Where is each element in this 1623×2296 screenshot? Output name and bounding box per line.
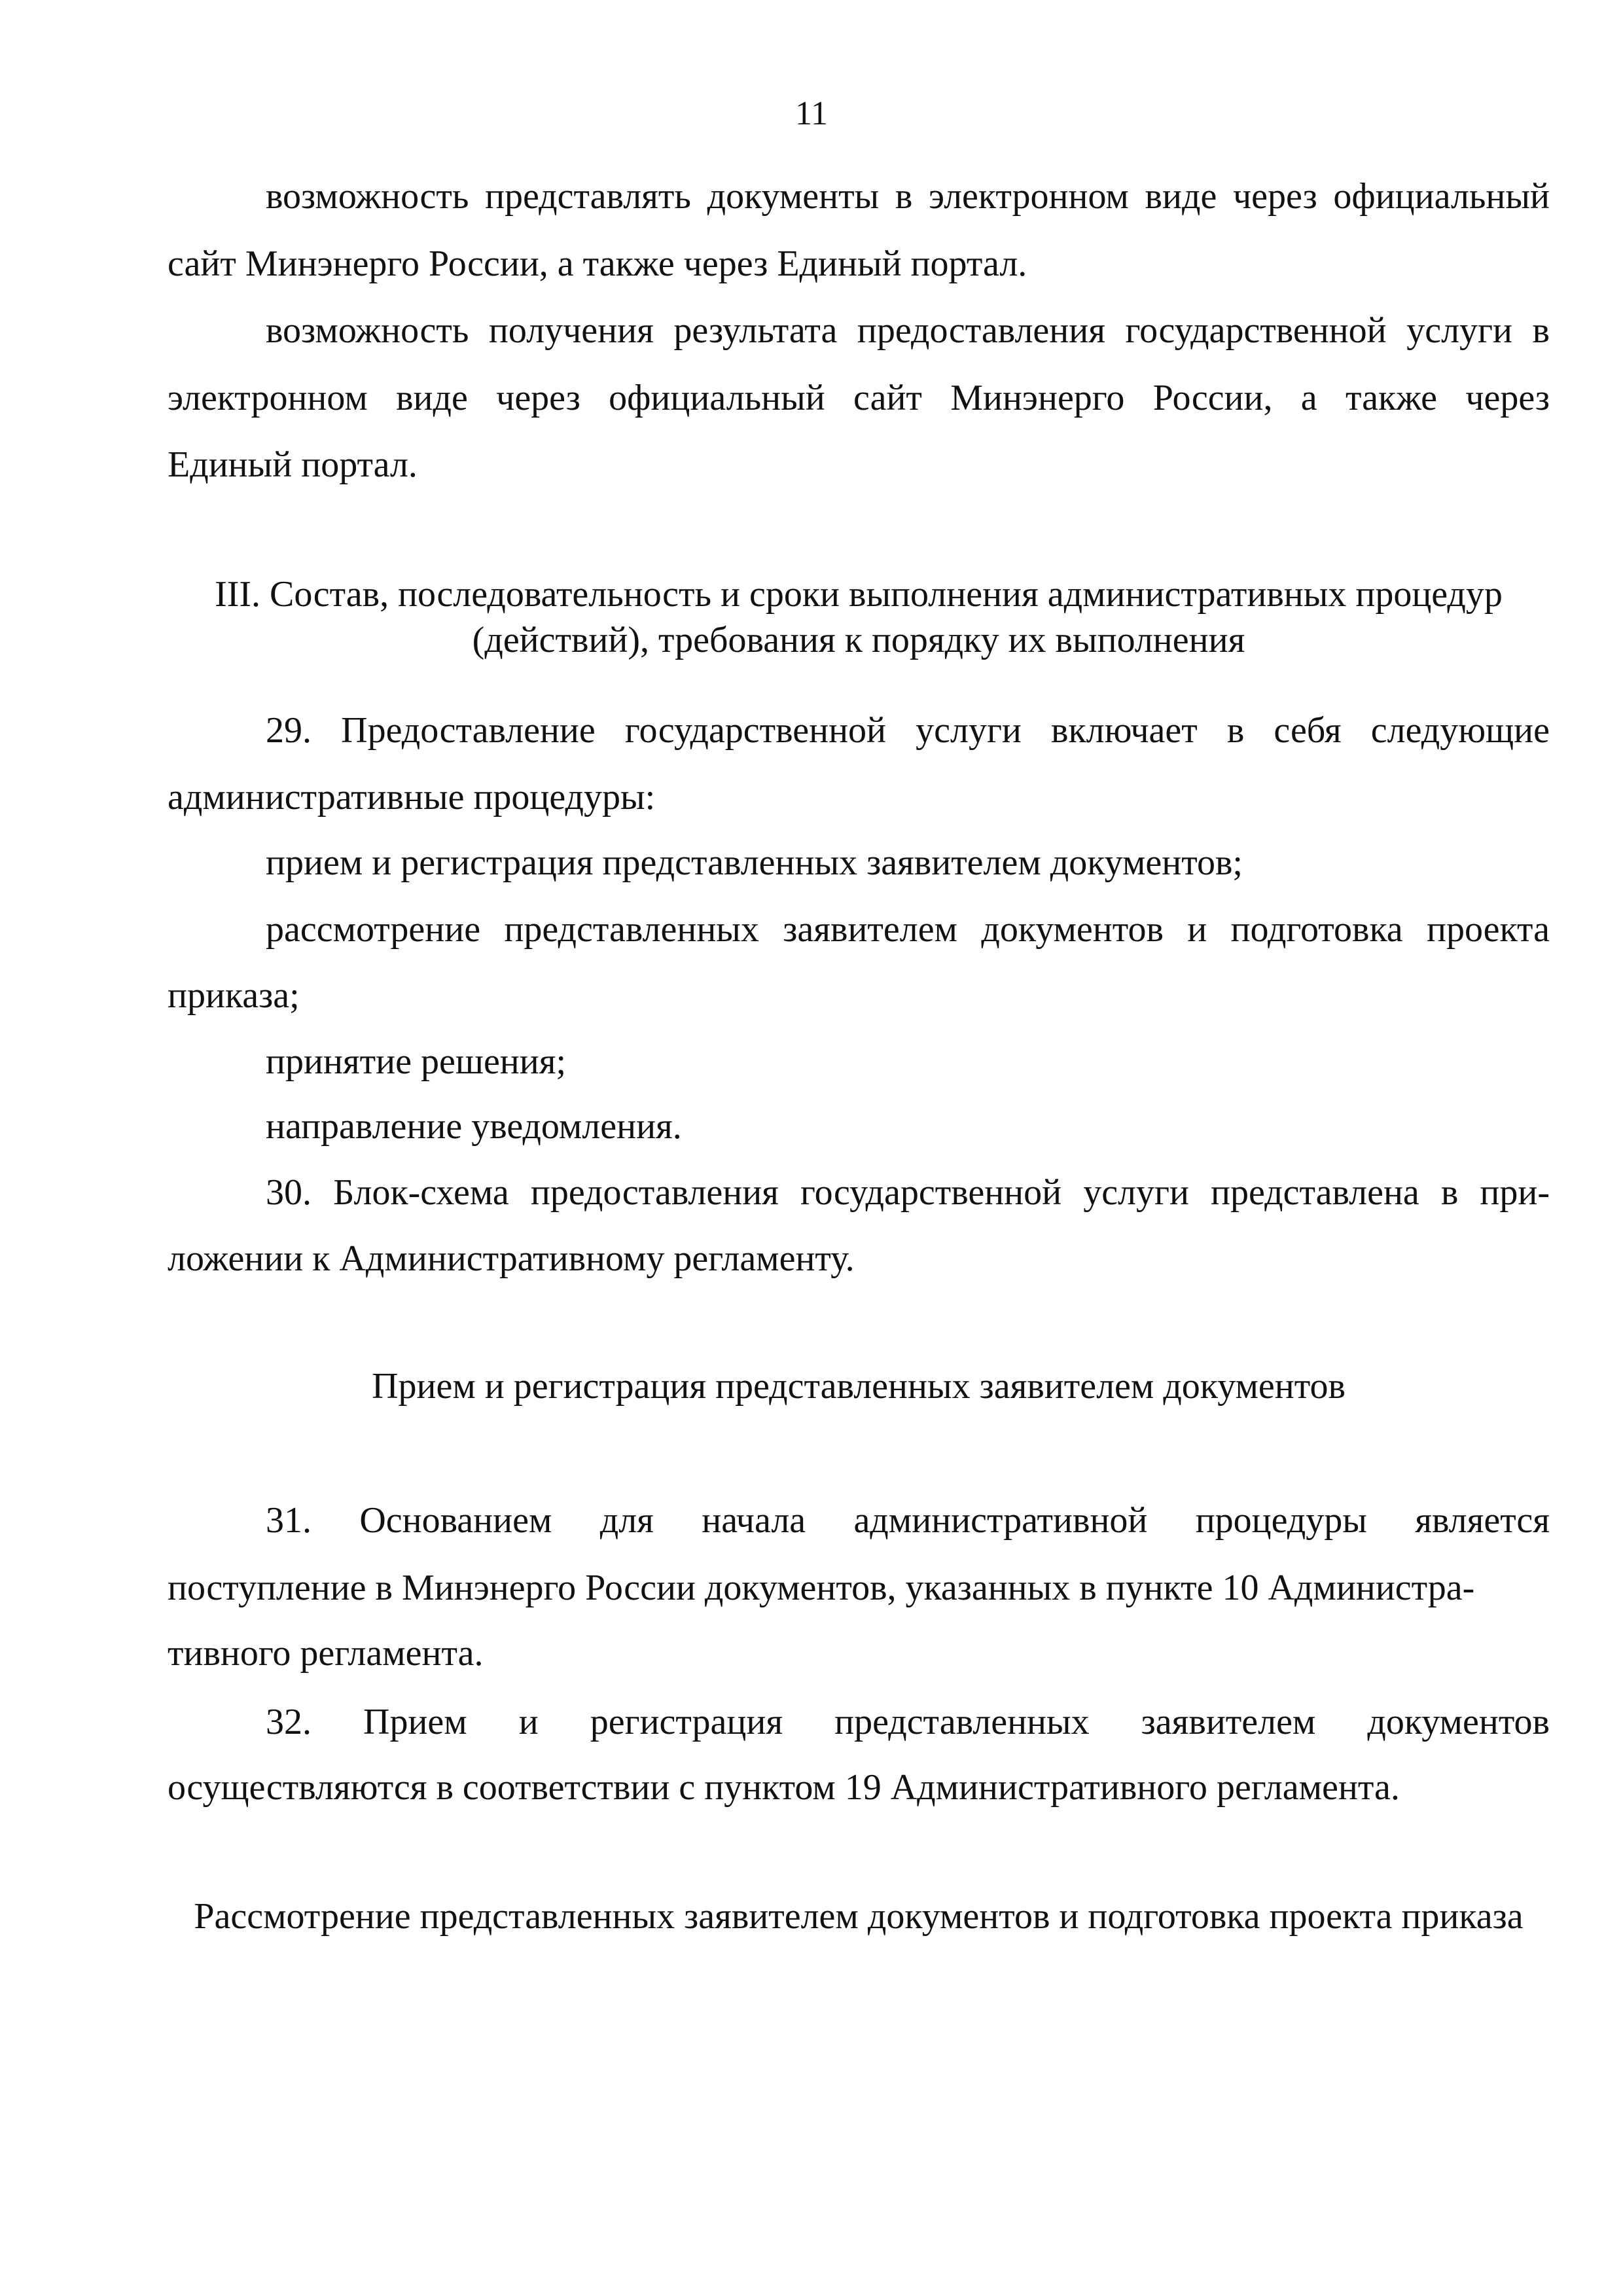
list-item: принятие решения; xyxy=(266,1041,567,1082)
paragraph-line: тивного регламента. xyxy=(168,1633,484,1674)
subsection-heading: Прием и регистрация представленных заявителем документов xyxy=(372,1366,1346,1407)
paragraph-line: ложении к Административному регламенту. xyxy=(168,1238,855,1279)
section-heading: III. Состав, последовательность и сроки выполнения административных процедур xyxy=(215,574,1503,615)
paragraph-line: 32. Прием и регистрация представленных заявителем документов xyxy=(266,1702,1550,1742)
subsection-heading: Рассмотрение представленных заявителем документов и подготовка проекта приказа xyxy=(194,1896,1524,1937)
paragraph-line: возможность представлять документы в электронном виде через официальный xyxy=(266,176,1550,217)
page-number: 11 xyxy=(794,95,829,132)
list-item-continued: приказа; xyxy=(168,975,300,1016)
paragraph-line: осуществляются в соответствии с пунктом 19 Административного регламента. xyxy=(168,1767,1400,1808)
paragraph-line: поступление в Минэнерго России документов, указанных в пункте 10 Администра- xyxy=(168,1568,1475,1608)
list-item: рассмотрение представленных заявителем документов и подготовка проекта xyxy=(266,909,1550,950)
paragraph-line: Единый портал. xyxy=(168,444,418,485)
paragraph-line: электронном виде через официальный сайт Минэнерго России, а также через xyxy=(168,378,1550,418)
list-item: прием и регистрация представленных заявителем документов; xyxy=(266,842,1243,883)
section-heading-continued: (действий), требования к порядку их выполнения xyxy=(472,620,1245,660)
paragraph-line: сайт Минэнерго России, а также через Единый портал. xyxy=(168,243,1027,284)
paragraph-line: административные процедуры: xyxy=(168,777,656,817)
paragraph-line: 31. Основанием для начала административной процедуры является xyxy=(266,1500,1550,1541)
paragraph-line: 30. Блок-схема предоставления государственной услуги представлена в при- xyxy=(266,1172,1550,1213)
paragraph-line: 29. Предоставление государственной услуги включает в себя следующие xyxy=(266,710,1550,751)
list-item: направление уведомления. xyxy=(266,1106,682,1147)
paragraph-line: возможность получения результата предоставления государственной услуги в xyxy=(266,310,1550,351)
